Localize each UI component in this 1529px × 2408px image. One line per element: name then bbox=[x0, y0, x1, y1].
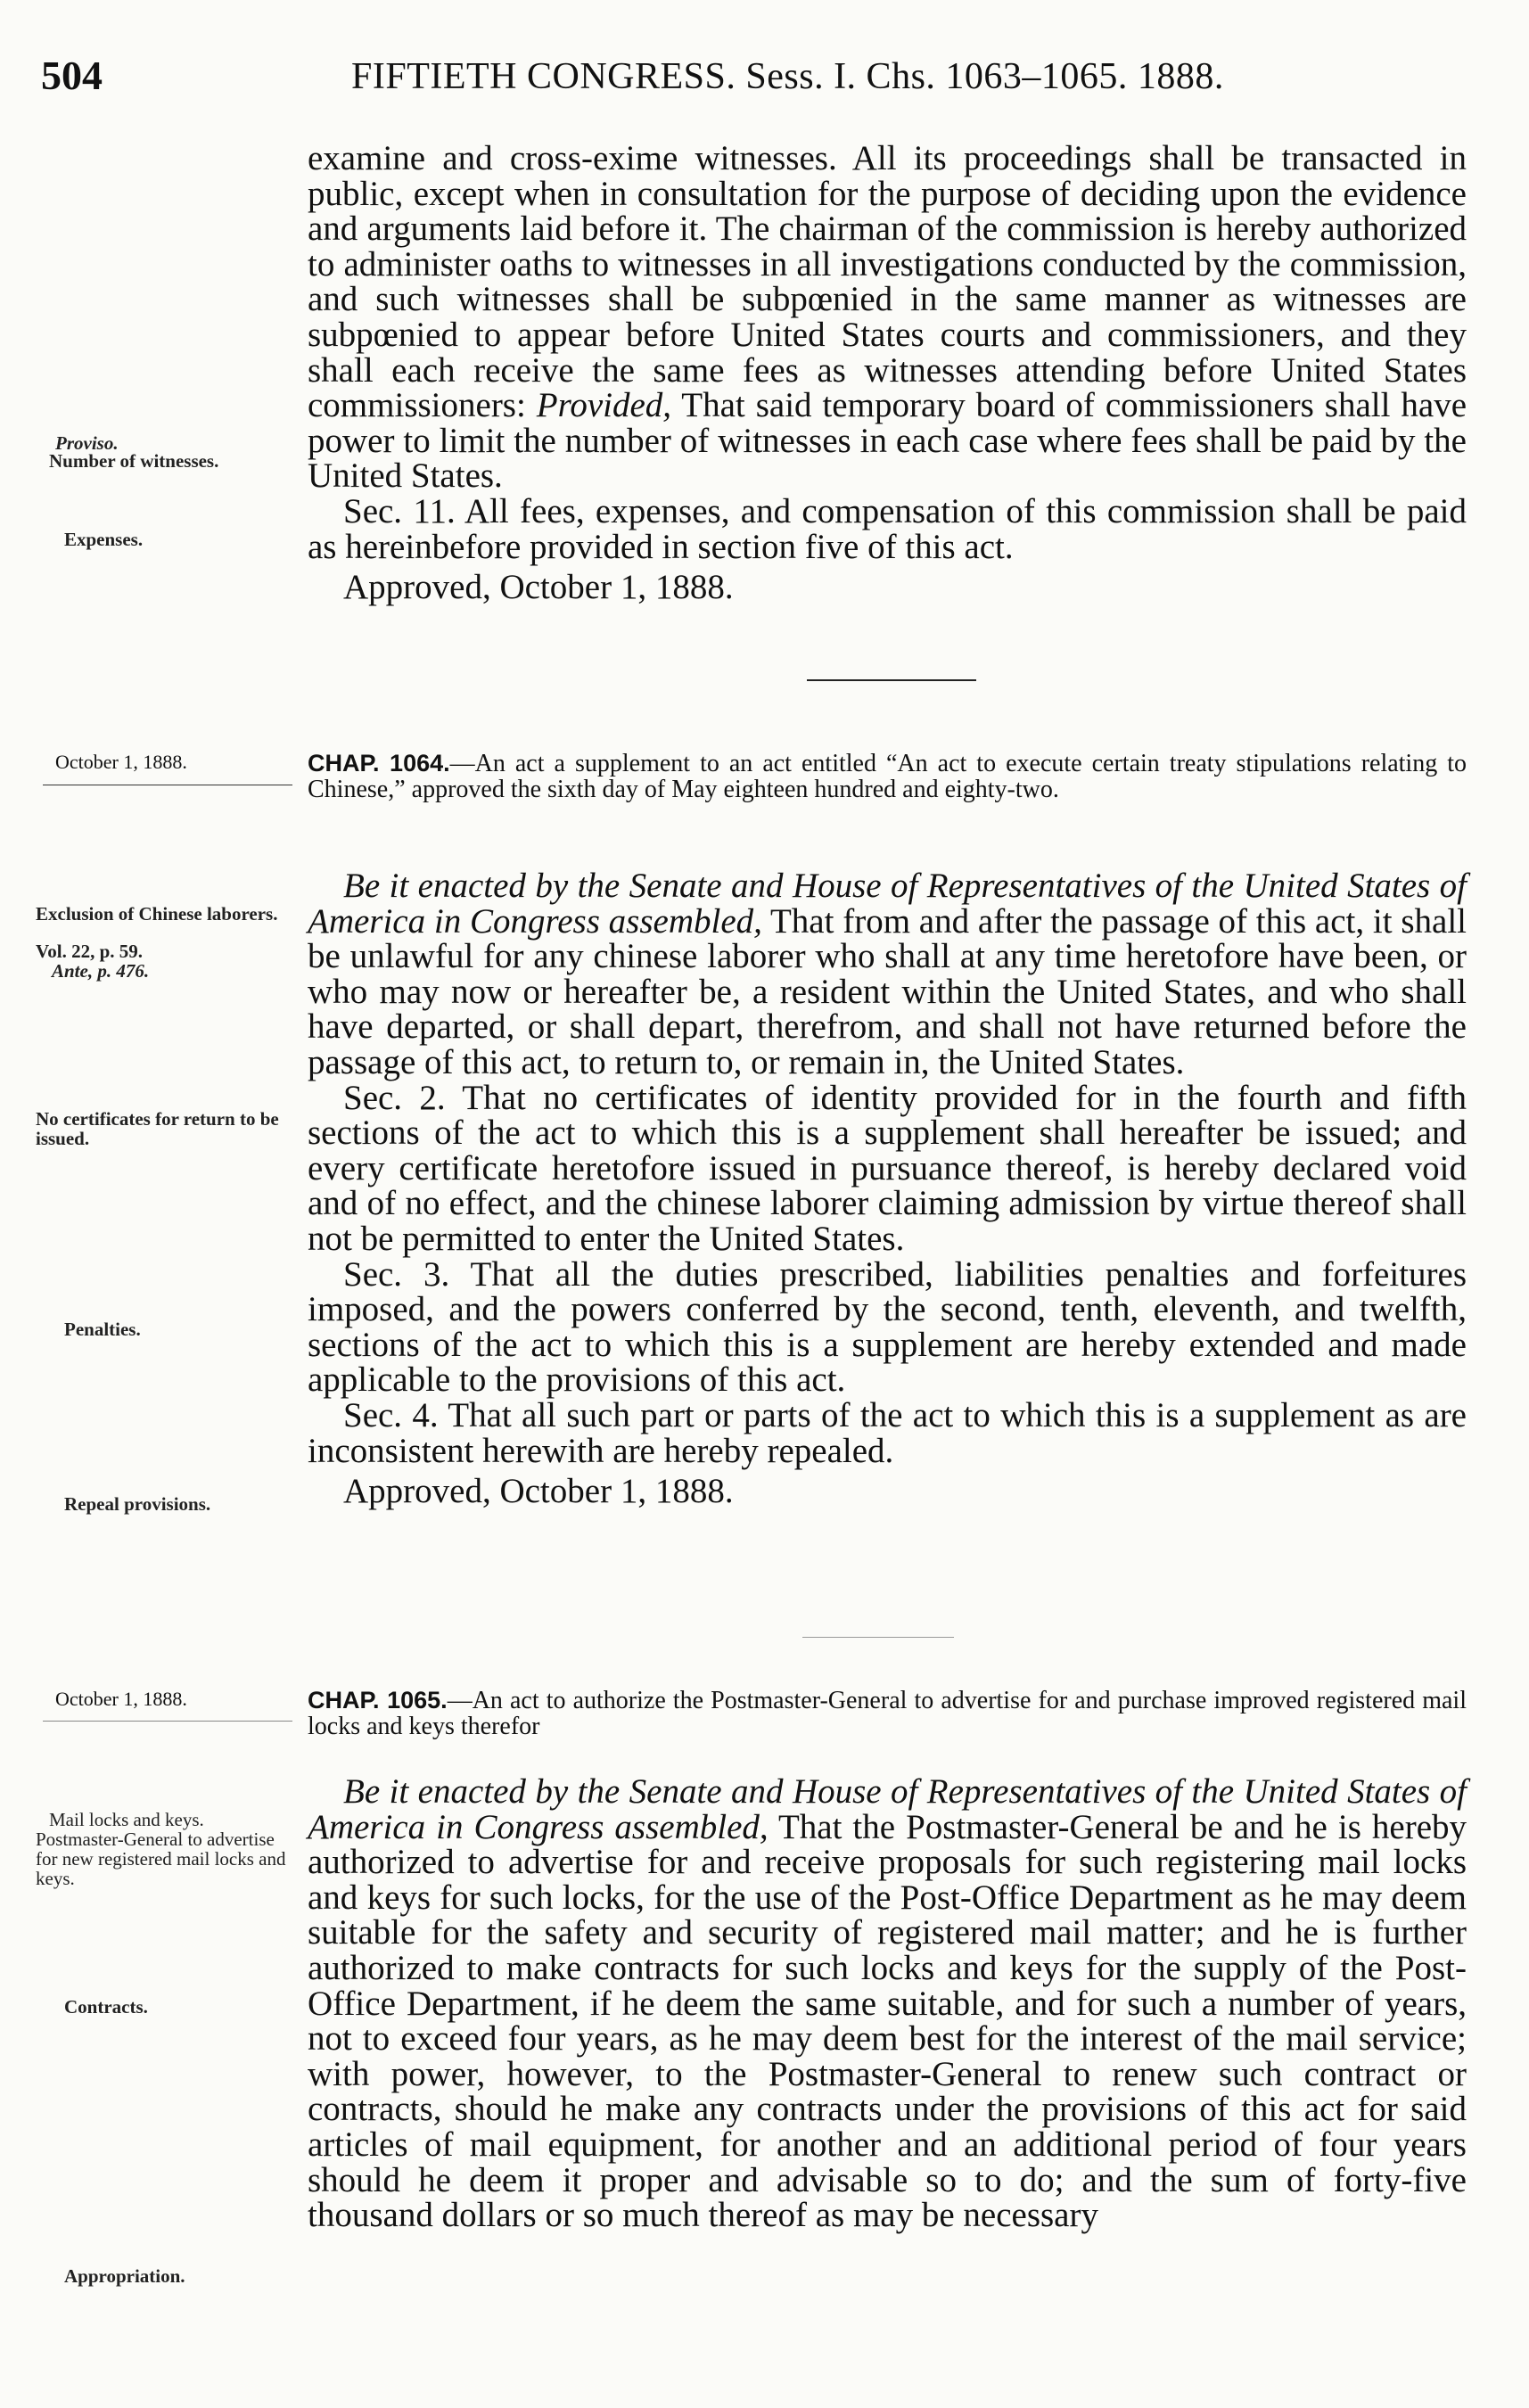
running-title: FIFTIETH CONGRESS. Sess. I. Chs. 1063–1065. 1888. bbox=[351, 56, 1224, 97]
page-header bbox=[41, 52, 1467, 105]
chap1064-date: October 1, 1888. bbox=[55, 751, 187, 773]
chap1064-label: CHAP. 1064. bbox=[308, 750, 450, 777]
margin-expenses: Expenses. bbox=[64, 529, 144, 550]
enacting-clause-2: Be it enacted by the Senate and House of Representatives of the United States of America in Congress assembled, bbox=[308, 1772, 1467, 1846]
chap1065-date: October 1, 1888. bbox=[55, 1688, 187, 1710]
chap1064-heading bbox=[308, 751, 1467, 802]
chap1065-title: —An act to authorize the Postmaster-General to advertise for and purchase improved registered mail locks and keys therefor bbox=[308, 1687, 1467, 1740]
date-rule-2 bbox=[43, 1721, 292, 1722]
section-divider-2 bbox=[802, 1637, 954, 1638]
chap1064-approved: Approved, October 1, 1888. bbox=[343, 1472, 734, 1511]
margin-repeal: Repeal provisions. bbox=[64, 1493, 211, 1515]
margin-proviso: Proviso. bbox=[55, 432, 119, 454]
chap1064-title: —An act a supplement to an act entitled “An act to execute certain treaty stipulations relating to Chinese,” approved the sixth day of May eighteen hundred and eighty-two. bbox=[308, 750, 1467, 803]
page-number: 504 bbox=[41, 53, 103, 98]
chap1064-sec2: Sec. 2. That no certificates of identity provided for in the fourth and fifth sections of the act to which this is a supplement shall hereafter be issued; and every certificate heretofore issued in pursuance thereof, is hereby declared void and of no effect, and the chinese laborer claiming admission by virtue thereof shall not be permitted to enter the United States. bbox=[308, 1078, 1467, 1258]
margin-appropriation: Appropriation. bbox=[64, 2265, 185, 2287]
chap1064-sec4: Sec. 4. That all such part or parts of the act to which this is a supplement as are inconsistent herewith are hereby repealed. bbox=[308, 1395, 1467, 1470]
chap1065-heading bbox=[308, 1688, 1467, 1739]
section-continuation bbox=[308, 141, 1467, 605]
margin-mail-locks: Mail locks and keys. bbox=[49, 1809, 204, 1830]
chap1064-sec3: Sec. 3. That all the duties prescribed, liabilities penalties and forfeitures imposed, and the powers conferred by the second, tenth, eleventh, and twelfth, sections of the act to which this is a supplement are hereby extended and made applicable to the provisions of this act. bbox=[308, 1254, 1467, 1400]
margin-postmaster: Postmaster-General to advertise for new registered mail locks and keys. bbox=[36, 1829, 286, 1889]
margin-certificates: No certificates for return to be issued. bbox=[36, 1108, 279, 1149]
chap1065-label: CHAP. 1065. bbox=[308, 1687, 448, 1714]
section-divider bbox=[807, 679, 976, 681]
margin-contracts: Contracts. bbox=[64, 1996, 148, 2018]
chap1064-sec1: Be it enacted by the Senate and House of Representatives of the United States of America in Congress assembled, That from and after the passage of this act, it shall be unlawful for any chinese laborer who shall at any time heretofore have been, or who may now or hereafter be, a resident within the United States, and who shall have departed, or shall depart, therefrom, and shall not have returned before the passage of this act, to return to, or remain in, the United States. bbox=[308, 867, 1467, 1081]
margin-number-of-witnesses: Number of witnesses. bbox=[49, 450, 219, 472]
chap1064-body bbox=[308, 868, 1467, 1509]
margin-vol: Vol. 22, p. 59. bbox=[36, 941, 144, 962]
enacting-clause: Be it enacted by the Senate and House of Representatives of the United States of America in Congress assembled, bbox=[308, 867, 1467, 941]
margin-ante: Ante, p. 476. bbox=[52, 960, 150, 982]
sec-11: Sec. 11. All fees, expenses, and compensation of this commission shall be paid as hereinbefore provided in section five of this act. bbox=[308, 491, 1467, 566]
chap1065-body bbox=[308, 1774, 1467, 2233]
proviso-word: Provided, bbox=[536, 386, 672, 425]
chap1065-text: Be it enacted by the Senate and House of Representatives of the United States of America in Congress assembled, That the Postmaster-General be and he is hereby authorized to advertise for and receive proposals for such registering mail locks and keys for such locks, for the use of the Post-Office Department as he may deem suitable for the safety and security of registered mail matter; and he is further authorized to make contracts for such locks and keys for the supply of the Post-Office Department, if he deem the same suitable, and for such a number of years, not to exceed four years, as he may deem best for the interest of the mail service; with power, however, to the Postmaster-General to renew such contract or contracts, should he make any contracts under the provisions of this act for said articles of mail equipment, for another and an additional period of four years should he deem it proper and advisable so to do; and the sum of forty-five thousand dollars or so much thereof as may be necessary bbox=[308, 1772, 1467, 2235]
paragraph: examine and cross-exime witnesses. All its proceedings shall be transacted in public, except when in consultation for the purpose of deciding upon the evidence and arguments laid before it. The chairman of the commission is hereby authorized to administer oaths to witnesses in all investigations conducted by the commission, and such witnesses shall be subpœnied in the same manner as witnesses are subpœnied to appear before United States courts and commissioners, and they shall each receive the same fees as witnesses attending before United States commissioners: Provided, That said temporary board of commissioners shall have power to limit the number of witnesses in each case where fees shall be paid by the United States. bbox=[308, 139, 1467, 496]
margin-penalties: Penalties. bbox=[64, 1319, 141, 1340]
approved-line: Approved, October 1, 1888. bbox=[343, 568, 734, 607]
margin-exclusion: Exclusion of Chinese laborers. bbox=[36, 903, 278, 925]
